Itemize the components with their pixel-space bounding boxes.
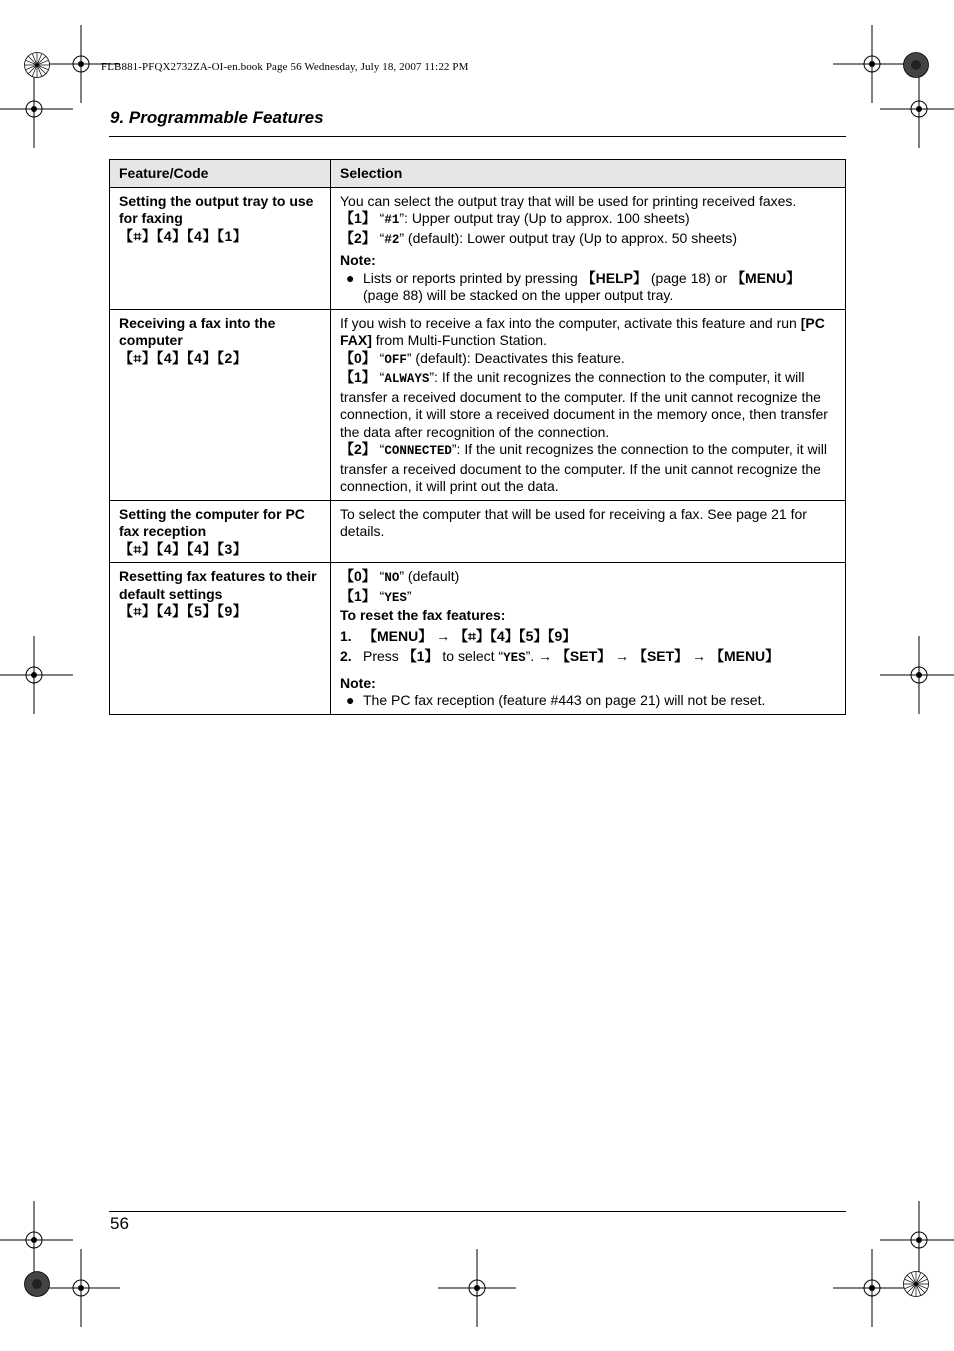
feature-name: Resetting fax features to their default settings bbox=[119, 568, 317, 602]
feature-cell bbox=[110, 563, 331, 715]
option-key: 【1】 bbox=[340, 369, 376, 385]
feature-name: Setting the output tray to use for faxing bbox=[119, 192, 314, 226]
quote-open: “ bbox=[375, 229, 385, 246]
selection-cell bbox=[331, 187, 846, 309]
note-text: Lists or reports printed by pressing bbox=[363, 269, 582, 286]
feature-cell bbox=[110, 187, 331, 309]
crosshair-mark-icon bbox=[42, 1249, 120, 1327]
intro-text: If you wish to receive a fax into the computer, activate this feature and run bbox=[340, 314, 801, 331]
quote-close: ” bbox=[406, 587, 412, 604]
option-value: YES bbox=[384, 590, 407, 605]
option-line bbox=[340, 369, 836, 441]
note-text: The PC fax reception (feature #443 on page 21) will not be reset. bbox=[363, 692, 766, 708]
feature-name: Receiving a fax into the computer bbox=[119, 314, 276, 348]
step-number: 1. bbox=[340, 627, 352, 644]
option-key: 【1】 bbox=[340, 587, 376, 604]
feature-code: 【⌗】【4】【4】【1】 bbox=[119, 227, 248, 244]
color-rosette-icon bbox=[24, 52, 50, 78]
reset-heading: To reset the fax features: bbox=[340, 607, 506, 623]
key-label: 【1】 bbox=[402, 648, 439, 664]
feature-code: 【⌗】【4】【4】【2】 bbox=[119, 349, 248, 366]
column-header-feature-code: Feature/Code bbox=[110, 160, 331, 188]
selection-text: To select the computer that will be used for receiving a fax. See page 21 for details. bbox=[340, 505, 807, 539]
crosshair-mark-icon bbox=[438, 1249, 516, 1327]
quote-open: “ bbox=[375, 587, 385, 604]
column-header-selection: Selection bbox=[331, 160, 846, 188]
option-line bbox=[340, 568, 836, 588]
feature-name: Setting the computer for PC fax reception bbox=[119, 505, 305, 539]
option-description: ”: Upper output tray (Up to approx. 100 sheets) bbox=[399, 210, 690, 226]
crosshair-mark-icon bbox=[833, 1249, 911, 1327]
intro-text: from Multi-Function Station. bbox=[371, 332, 547, 348]
option-line bbox=[340, 588, 836, 608]
option-description: ” (default): Lower output tray (Up to approx. 50 sheets) bbox=[399, 229, 738, 246]
option-key: 【1】 bbox=[340, 210, 376, 226]
table-header-row bbox=[110, 160, 846, 188]
key-label: 【MENU】 bbox=[731, 269, 801, 286]
table-row bbox=[110, 309, 846, 500]
selection-cell bbox=[331, 563, 846, 715]
page-number: 56 bbox=[110, 1214, 129, 1233]
selection-cell bbox=[331, 500, 846, 563]
crosshair-mark-icon bbox=[0, 636, 73, 714]
option-value: #1 bbox=[384, 213, 400, 227]
footer-rule bbox=[109, 1211, 846, 1212]
option-line bbox=[340, 441, 836, 496]
option-key: 【2】 bbox=[340, 229, 376, 246]
step-text: to select “ bbox=[438, 648, 504, 664]
option-description: ”: If the unit recognizes the connection to the computer, it will transfer a received document to the computer. If the unit cannot recognize the connection, it will store a received document in the memory once, then transfer the data after recognition of the connection. bbox=[340, 369, 828, 440]
option-key: 【2】 bbox=[340, 441, 376, 457]
key-label: [PC FAX] bbox=[340, 314, 825, 348]
quote-open: “ bbox=[375, 369, 385, 385]
note-heading: Note: bbox=[340, 674, 376, 691]
quote-open: “ bbox=[375, 349, 385, 366]
color-rosette-icon bbox=[24, 1271, 50, 1297]
quote-open: “ bbox=[375, 568, 385, 584]
note-text: (page 18) or bbox=[647, 269, 732, 286]
feature-code: 【⌗】【4】【4】【3】 bbox=[119, 540, 248, 557]
option-key: 【0】 bbox=[340, 568, 376, 584]
step-text: 【MENU】 → 【⌗】【4】【5】【9】 bbox=[363, 627, 577, 644]
table-row bbox=[110, 563, 846, 715]
option-line bbox=[340, 230, 836, 250]
note-item bbox=[340, 270, 836, 305]
option-value: OFF bbox=[384, 352, 407, 367]
color-rosette-icon bbox=[903, 52, 929, 78]
option-line bbox=[340, 210, 836, 230]
quote-open: “ bbox=[375, 210, 385, 226]
header-rule bbox=[109, 136, 846, 137]
option-description: ” (default): Deactivates this feature. bbox=[406, 349, 625, 366]
step-text: Press bbox=[363, 648, 403, 664]
crosshair-mark-icon bbox=[833, 25, 911, 103]
color-rosette-icon bbox=[903, 1271, 929, 1297]
key-label: 【HELP】 bbox=[581, 269, 647, 286]
note-item bbox=[340, 692, 836, 710]
feature-table bbox=[109, 159, 846, 715]
option-value: ALWAYS bbox=[384, 372, 430, 386]
table-row bbox=[110, 500, 846, 563]
selection-intro: You can select the output tray that will be used for printing received faxes. bbox=[340, 192, 797, 209]
feature-code: 【⌗】【4】【5】【9】 bbox=[119, 603, 248, 619]
option-value: YES bbox=[503, 651, 526, 665]
option-description: ”: If the unit recognizes the connection to the computer, it will transfer a received document to the computer. If the unit cannot recognize the connection, it will print out the data. bbox=[340, 441, 827, 494]
note-text: (page 88) will be stacked on the upper output tray. bbox=[363, 287, 674, 303]
option-value: NO bbox=[384, 571, 400, 585]
option-line bbox=[340, 350, 836, 370]
step-2 bbox=[340, 648, 836, 668]
option-description: ” (default) bbox=[399, 568, 460, 584]
section-title: 9. Programmable Features bbox=[110, 108, 324, 127]
quote-open: “ bbox=[375, 441, 385, 457]
bullet-icon: ● bbox=[346, 692, 355, 708]
file-info-header: FLB881-PFQX2732ZA-OI-en.book Page 56 Wednesday, July 18, 2007 11:22 PM bbox=[101, 61, 469, 73]
option-key: 【0】 bbox=[340, 349, 376, 366]
option-value: CONNECTED bbox=[384, 444, 452, 458]
bullet-icon: ● bbox=[346, 269, 355, 286]
step-1 bbox=[340, 628, 836, 646]
option-value: #2 bbox=[384, 232, 400, 247]
selection-cell bbox=[331, 309, 846, 500]
crosshair-mark-icon bbox=[880, 636, 954, 714]
feature-cell bbox=[110, 309, 331, 500]
table-row bbox=[110, 187, 846, 309]
step-number: 2. bbox=[340, 648, 352, 664]
note-heading: Note: bbox=[340, 252, 376, 268]
step-text: ”. → bbox=[525, 648, 556, 664]
key-sequence: 【SET】 → 【SET】 → 【MENU】 bbox=[555, 648, 780, 664]
feature-cell bbox=[110, 500, 331, 563]
selection-intro bbox=[340, 315, 836, 350]
